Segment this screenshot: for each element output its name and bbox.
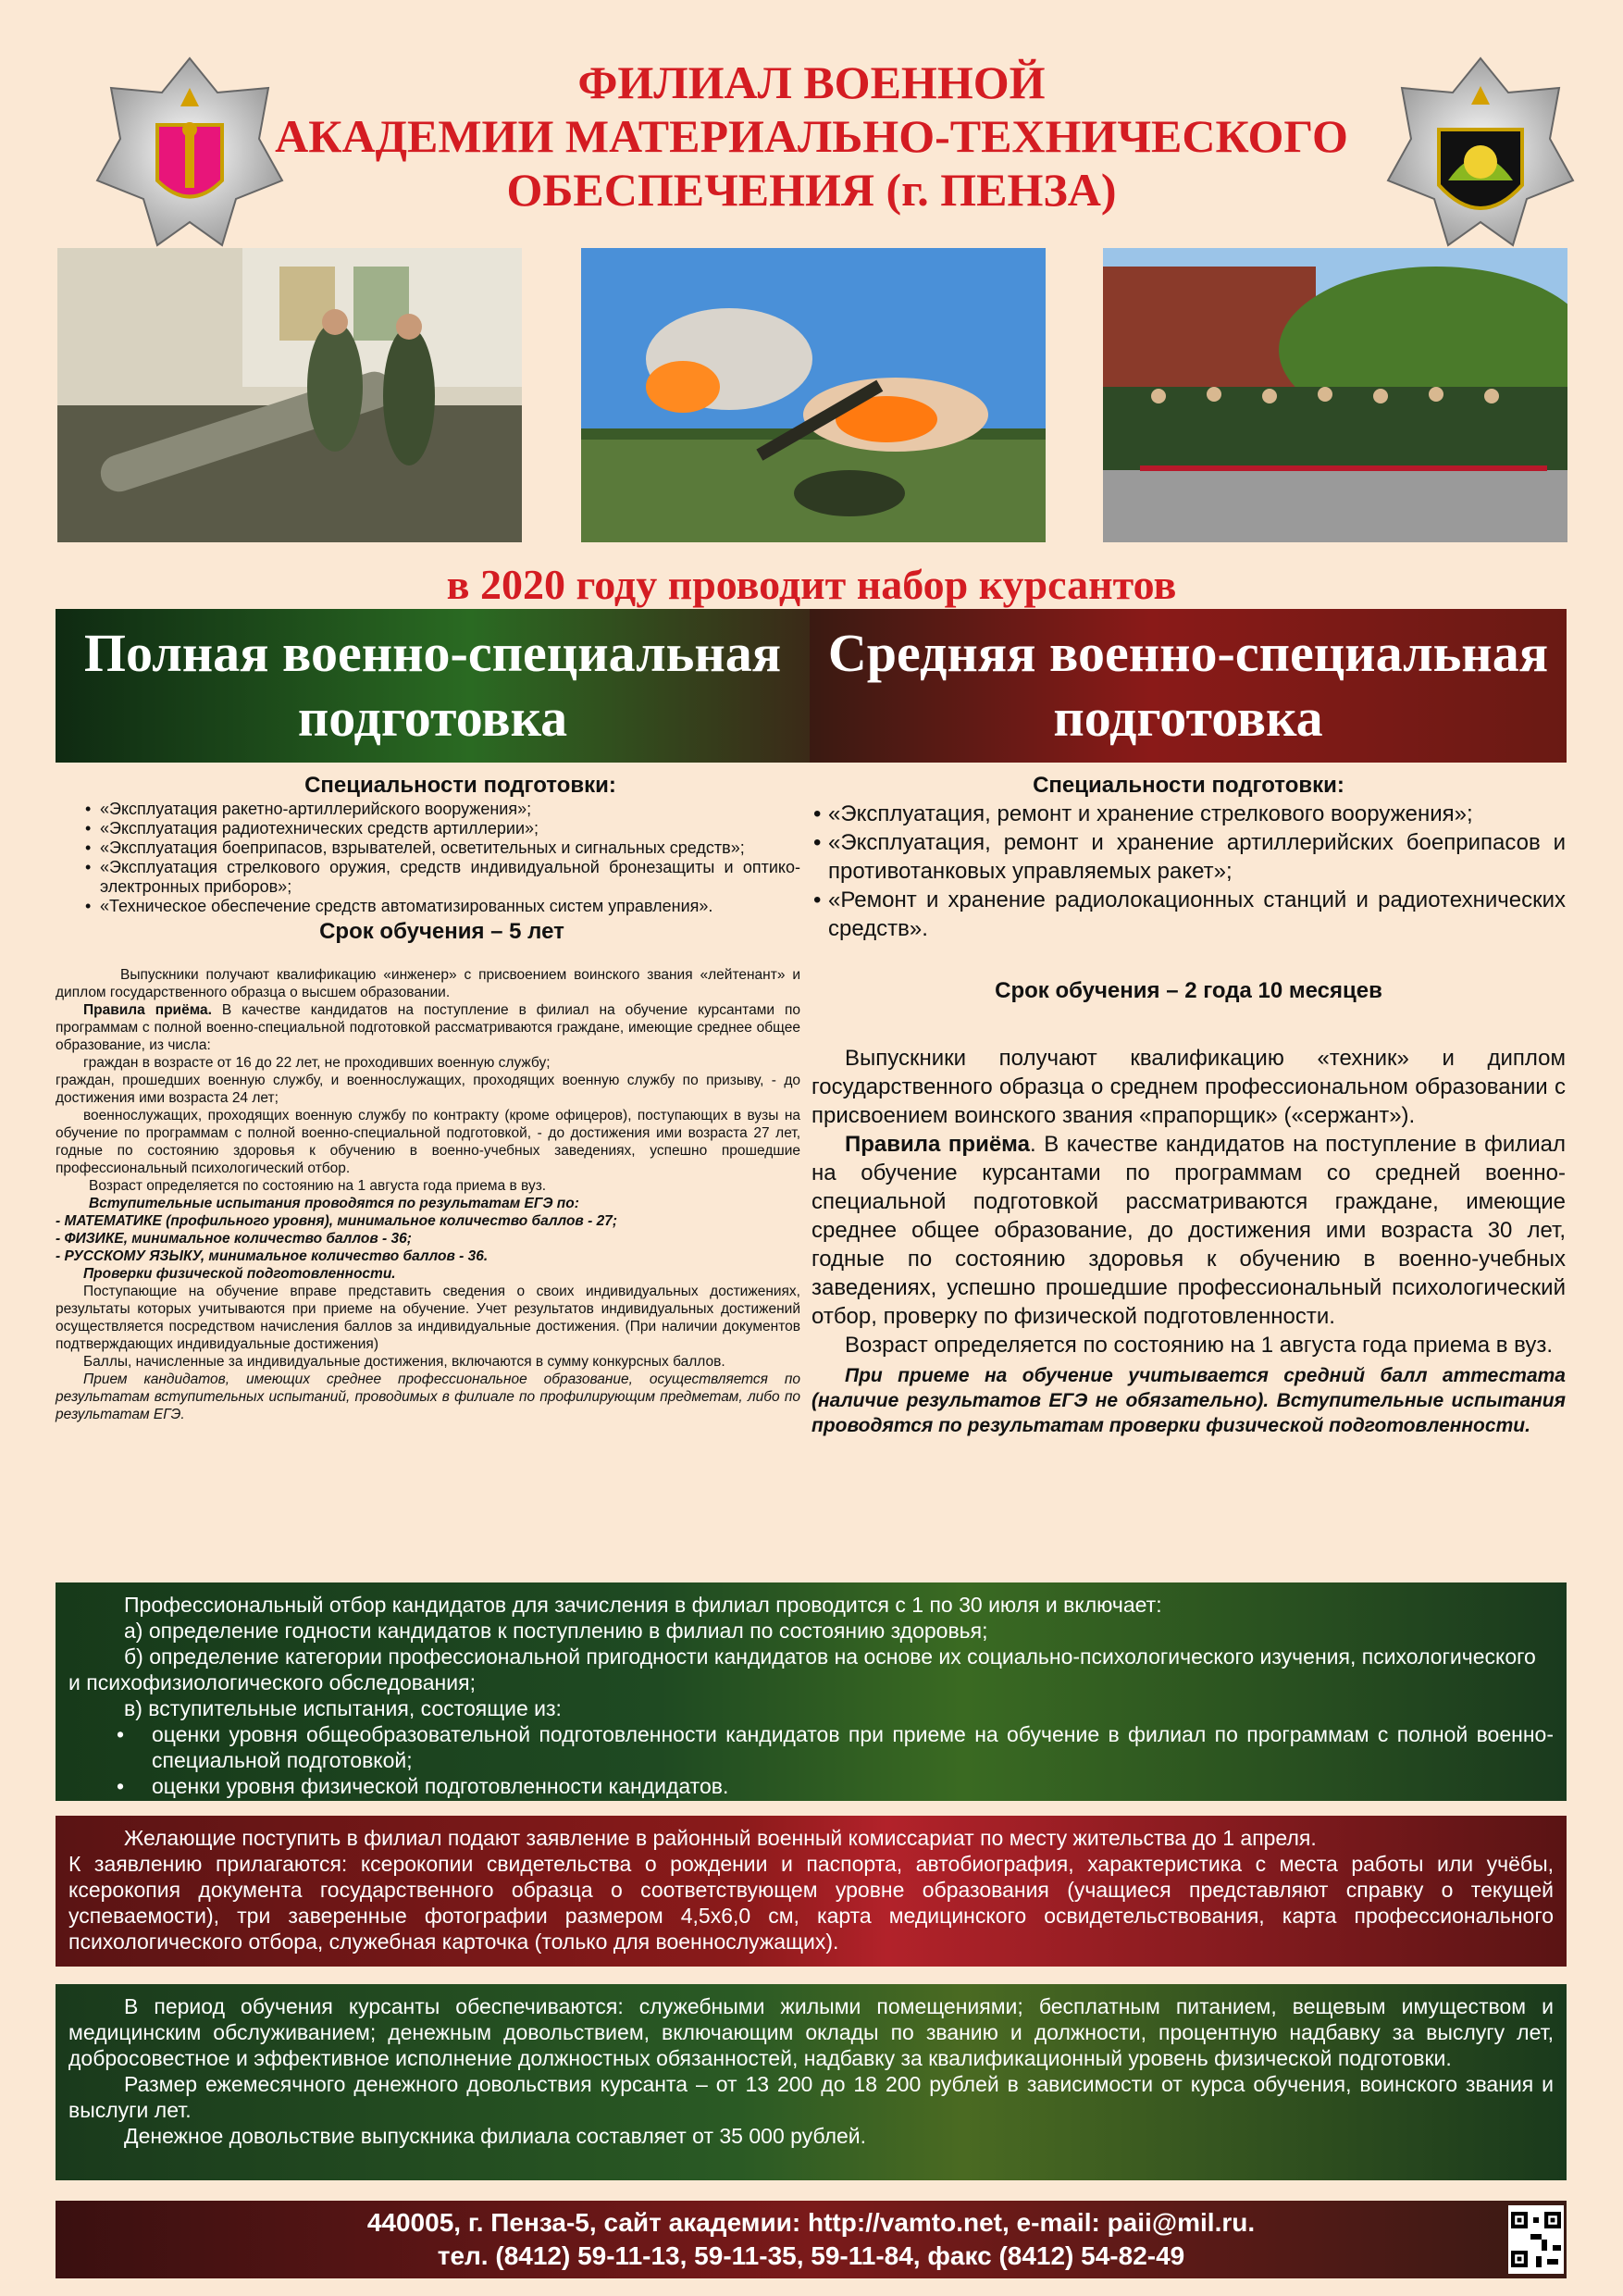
left-exam-1: - МАТЕМАТИКЕ (профильного уровня), минимальное количество баллов - 27; (56, 1213, 617, 1229)
left-term: Срок обучения – 5 лет (319, 919, 564, 944)
title-line-1: ФИЛИАЛ ВОЕННОЙ (577, 56, 1046, 108)
application-documents-text: К заявлению прилагаются: ксерокопии свидетельства о рождении и паспорта, автобиография, характеристика с места работы или учёбы, ксерокопия документа государственного образца о соответствующем уровне образования (учащиеся представляют справку о текущей успеваемости), три заверенные фотографии размером 4,5х6,0 см, карта медицинского освидетельствования, карта профессионального психологического отбора, служебная карточка (только для военнослужащих). (68, 1852, 1554, 1954)
right-graduates-text: Выпускники получают квалификацию «техник» и диплом государственного образца о среднем профессиональном образовании с присвоением воинского звания «прапорщик» («сержант»). (812, 1046, 1566, 1128)
secondary-training-heading-line-1: Средняя военно-специальная (827, 623, 1549, 683)
secondary-training-heading-line-2: подготовка (1053, 688, 1323, 748)
list-item: • оценки уровня общеобразовательной подготовленности кандидатов при приеме на обучение в филиал по программам с полной военно-специальной подготовкой; (115, 1721, 1554, 1773)
full-training-heading-line-1: Полная военно-специальная (83, 623, 782, 683)
right-rules-label: Правила приёма (845, 1132, 1030, 1157)
left-age-note: Возраст определяется по состоянию на 1 августа года приема в вуз. (89, 1178, 547, 1194)
full-training-heading-line-2: подготовка (297, 688, 568, 748)
left-achievements-text: Поступающие на обучение вправе представить сведения о своих индивидуальных достижениях, результаты которых учитываются при приеме на обучение. Учет результатов индивидуальных достижений осуществляется посредством начисления баллов за индивидуальные достижения. (При наличии документов подтверждающих индивидуальные достижения) (56, 1284, 800, 1352)
provision-text: В период обучения курсанты обеспечиваются: служебными жилыми помещениями; бесплатным питанием, вещевым имуществом и медицинским обслуживанием; денежным довольствием, включающим оклады по званию и должности, процентную надбавку за выслугу лет, добросовестное и эффективное исполнение должностных обязанностей, надбавку за квалификационный уровень физической подготовки. (68, 1994, 1554, 2070)
left-specialties-title: Специальности подготовки: (304, 773, 616, 798)
title-line-2: АКАДЕМИИ МАТЕРИАЛЬНО-ТЕХНИЧЕСКОГО (275, 110, 1348, 162)
howitzer-firing-photo (581, 248, 1046, 542)
application-info-box (56, 1816, 1567, 1967)
left-secondary-admission-text: Прием кандидатов, имеющих среднее профессиональное образование, осуществляется по результатам вступительных испытаний, проводимых в филиале по профилирующим предметам, либо по результатам ЕГЭ. (56, 1371, 800, 1422)
full-training-column (56, 772, 800, 1423)
recruitment-banner: в 2020 году проводит набор курсантов (446, 561, 1177, 608)
right-specialties-list (812, 800, 1566, 943)
right-body (812, 1044, 1566, 1438)
left-body (56, 966, 800, 1423)
address-line: 440005, г. Пенза-5, сайт академии: http://vamto.net, e-mail: paii@mil.ru. (366, 2208, 1256, 2237)
right-age-note: Возраст определяется по состоянию на 1 августа года приема в вуз. (845, 1333, 1554, 1358)
right-exam-note: При приеме на обучение учитывается средний балл аттестата (наличие результатов ЕГЭ не обязательно). Вступительные испытания проводятся по результатам проверки физической подготовленности. (812, 1365, 1566, 1436)
provision-info-box (56, 1984, 1567, 2180)
secondary-training-column (812, 772, 1566, 1438)
graduate-allowance-text: Денежное довольствие выпускника филиала составляет от 35 000 рублей. (124, 2124, 867, 2148)
parade-photo (1103, 248, 1567, 542)
left-points-text: Баллы, начисленные за индивидуальные достижения, включаются в сумму конкурсных баллов. (83, 1354, 725, 1370)
list-item: • «Эксплуатация радиотехнических средств артиллерии»; (83, 819, 800, 838)
left-exam-2: - ФИЗИКЕ, минимальное количество баллов - 36; (56, 1231, 412, 1247)
title-line-3: ОБЕСПЕЧЕНИЯ (г. ПЕНЗА) (506, 164, 1117, 216)
selection-exams-list (115, 1721, 1554, 1799)
page-title (231, 56, 1392, 217)
list-item: • «Эксплуатация стрелкового оружия, средств индивидуальной бронезащиты и оптико-электронных приборов»; (83, 858, 800, 897)
left-graduates-text: Выпускники получают квалификацию «инженер» с присвоением воинского звания «лейтенант» и диплом государственного образца о высшем образовании. (56, 967, 800, 1000)
allowance-text: Размер ежемесячного денежного довольствия курсанта – от 13 200 до 18 200 рублей в зависимости от курса обучения, воинского звания и выслуги лет. (68, 2072, 1554, 2122)
left-rules-text: В качестве кандидатов на поступление в филиал на обучение курсантами по программам с полной военно-специальной подготовкой рассматриваются граждане, имеющие среднее общее образование, из числа: (56, 1002, 800, 1053)
list-item: • «Эксплуатация, ремонт и хранение артиллерийских боеприпасов и противотанковых управляемых ракет»; (812, 828, 1566, 886)
list-item: • «Эксплуатация, ремонт и хранение стрелкового вооружения»; (812, 800, 1566, 828)
right-specialties-title: Специальности подготовки: (1033, 773, 1344, 798)
cadets-with-artillery-photo (57, 248, 522, 542)
selection-item-a: а) определение годности кандидатов к поступлению в филиал по состоянию здоровья; (124, 1619, 988, 1643)
full-training-heading (56, 609, 810, 763)
list-item: • «Техническое обеспечение средств автоматизированных систем управления». (83, 897, 800, 916)
qr-code-icon (1508, 2205, 1564, 2274)
left-exam-4: Проверки физической подготовленности. (83, 1266, 396, 1282)
left-rules-label: Правила приёма. (83, 1002, 212, 1018)
branch-emblem-icon (1383, 51, 1578, 254)
contacts-footer (56, 2201, 1567, 2278)
left-rules-item-1: граждан в возрасте от 16 до 22 лет, не проходивших военную службу; (83, 1055, 551, 1071)
selection-info-box (56, 1582, 1567, 1801)
left-specialties-list (83, 800, 800, 916)
list-item: • «Ремонт и хранение радиолокационных станций и радиотехнических средств». (812, 886, 1566, 943)
list-item: • оценки уровня физической подготовленности кандидатов. (115, 1773, 1554, 1799)
list-item: • «Эксплуатация боеприпасов, взрывателей, осветительных и сигнальных средств»; (83, 838, 800, 858)
list-item: • «Эксплуатация ракетно-артиллерийского вооружения»; (83, 800, 800, 819)
phone-line: тел. (8412) 59-11-13, 59-11-35, 59-11-84, факс (8412) 54-82-49 (437, 2241, 1185, 2270)
left-rules-item-3: военнослужащих, проходящих военную службу по контракту (кроме офицеров), поступающих в вузы на обучение по программам с полной военно-специальной подготовкой, - до достижения ими возраста 27 лет, годные по состоянию здоровья к обучению в военно-учебных заведениях, успешно прошедшие профессиональный психологический отбор. (56, 1108, 800, 1176)
left-exams-title: Вступительные испытания проводятся по результатам ЕГЭ по: (89, 1196, 579, 1211)
right-rules-text: . В качестве кандидатов на поступление в филиал на обучение курсантами по программам со средней военно-специальной подготовкой рассматриваются граждане, имеющие среднее общее образование, до достижения ими возраста 30 лет, годные по состоянию здоровья к обучению в военно-учебных заведениях, успешно прошедшие профессиональный психологический отбор, проверку по физической подготовленности. (812, 1132, 1566, 1329)
left-exam-3: - РУССКОМУ ЯЗЫКУ, минимальное количество баллов - 36. (56, 1248, 489, 1264)
selection-lead: Профессиональный отбор кандидатов для зачисления в филиал проводится с 1 по 30 июля и включает: (124, 1593, 1162, 1617)
left-rules-item-2: граждан, прошедших военную службу, и военнослужащих, проходящих военную службу по призыву, - до достижения ими возраста 24 лет; (56, 1073, 800, 1106)
application-deadline-text: Желающие поступить в филиал подают заявление в районный военный комиссариат по месту жительства до 1 апреля. (124, 1826, 1317, 1850)
selection-item-c: в) вступительные испытания, состоящие из: (124, 1696, 562, 1720)
right-term: Срок обучения – 2 года 10 месяцев (995, 978, 1382, 1003)
secondary-training-heading (810, 609, 1567, 763)
selection-item-b: б) определение категории профессиональной пригодности кандидатов на основе их социально-психологического изучения, психологического и психофизиологического обследования; (68, 1644, 1536, 1694)
